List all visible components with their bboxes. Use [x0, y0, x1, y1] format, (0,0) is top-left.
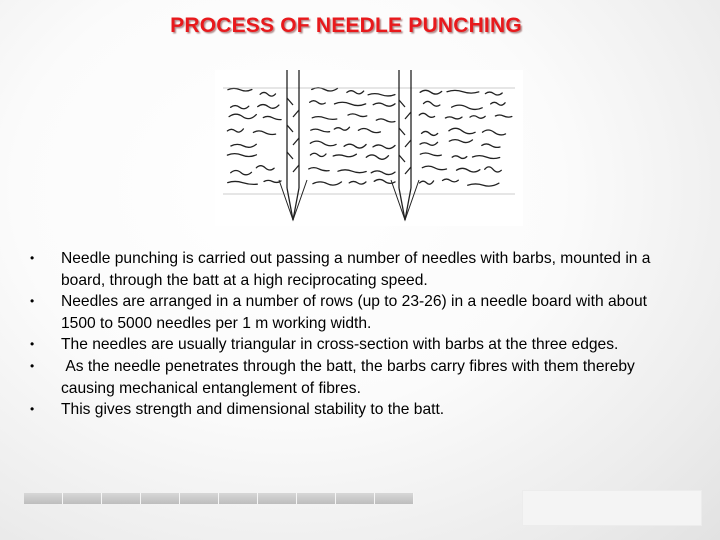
fibre-strand [485, 167, 502, 172]
footer-bar-segment [336, 493, 375, 504]
bullet-dot: • [30, 251, 35, 265]
fibre-strand [420, 142, 438, 145]
needle-punching-diagram [215, 70, 523, 226]
fibre-strand [371, 171, 395, 175]
fibre-strand [457, 168, 480, 172]
fibre-strand [491, 102, 505, 105]
fibre-strand [229, 114, 256, 118]
fibre-batt [227, 88, 511, 186]
fibre-strand [309, 168, 329, 171]
bullet-text: Needle punching is carried out passing a number of needles with barbs, mounted in a board, through the batt at a high reciprocating speed. [61, 250, 651, 289]
fibre-strand [258, 105, 279, 109]
needle-left [279, 70, 307, 220]
fibre-strand [228, 88, 252, 91]
fibre-strand [468, 183, 499, 186]
footer-bar-segment [141, 493, 180, 504]
footer-bar-segment [219, 493, 258, 504]
fibre-strand [338, 170, 366, 173]
fibre-strand [335, 102, 366, 105]
fibre-strand [310, 141, 336, 146]
fibre-strand [312, 117, 337, 120]
fibre-strand [348, 114, 367, 117]
fibre-strand [422, 131, 438, 135]
footer-decorative-bar [24, 493, 414, 504]
footer-bar-segment [297, 493, 336, 504]
bullet-dot: • [30, 402, 35, 417]
fibre-strand [452, 105, 483, 109]
bullet-item [30, 399, 682, 421]
fibre-strand [452, 156, 467, 159]
fibre-strand [445, 117, 462, 119]
footer-corner-box [522, 490, 702, 526]
fibre-strand [347, 91, 364, 94]
slide-title: PROCESS OF NEEDLE PUNCHING [170, 14, 522, 37]
footer-bar-segment [24, 493, 63, 504]
bullet-item [30, 334, 682, 356]
fibre-strand [420, 153, 441, 156]
fibre-strand [311, 129, 330, 132]
fibre-strand [228, 181, 258, 184]
fibre-strand [485, 92, 502, 95]
fibre-strand [420, 90, 442, 94]
fibre-strand [449, 140, 472, 143]
fibre-strand [483, 130, 506, 135]
fibre-strand [420, 181, 434, 184]
bullet-text: Needles are arranged in a number of rows (up to 23-26) in a needle board with about 1500 to 5000 needles per 1 m working width. [61, 293, 647, 332]
fibre-strand [264, 180, 281, 182]
fibre-strand [313, 182, 342, 185]
fibre-strand [344, 144, 366, 148]
footer-bar-segment [180, 493, 219, 504]
fibre-strand [231, 171, 252, 175]
bullet-item [30, 248, 682, 291]
fibre-strand [473, 156, 500, 159]
fibre-strand [231, 144, 256, 147]
bullet-dot: • [30, 337, 35, 352]
fibre-strand [368, 94, 395, 96]
fibre-strand [227, 129, 243, 132]
fibre-strand [310, 153, 326, 156]
bullet-dot: • [30, 294, 35, 309]
footer-bar-segment [102, 493, 141, 504]
bullet-dot: • [30, 358, 35, 373]
fibre-strand [253, 131, 275, 135]
footer-bar-segment [375, 493, 414, 504]
fibre-strand [260, 92, 275, 96]
fibre-strand [358, 129, 380, 133]
fibre-strand [422, 166, 446, 170]
bullet-text: This gives strength and dimensional stability to the batt. [61, 401, 445, 419]
fibre-strand [227, 154, 256, 157]
fibre-strand [376, 119, 395, 122]
bullet-list [30, 248, 682, 421]
fibre-strand [470, 116, 485, 119]
bullet-item [30, 356, 682, 399]
fibre-strand [443, 179, 459, 182]
bullet-text: The needles are usually triangular in cross-section with barbs at the three edges. [61, 336, 619, 354]
fibre-strand [334, 127, 349, 130]
fibre-strand [256, 166, 274, 170]
fibre-strand [263, 116, 281, 119]
fibre-strand [366, 155, 388, 159]
fibre-strand [373, 103, 395, 106]
fibre-strand [333, 154, 356, 157]
footer-bar-segment [258, 493, 297, 504]
fibre-strand [373, 145, 395, 149]
fibre-strand [310, 101, 326, 104]
fibre-strand [231, 106, 249, 109]
bullet-item [30, 291, 682, 334]
fibre-strand [482, 144, 500, 147]
fibre-strand [349, 181, 366, 184]
fibre-strand [449, 128, 475, 133]
fibre-strand [424, 101, 440, 106]
fibre-strand [495, 115, 511, 117]
fibre-strand [419, 113, 434, 117]
bullet-text: As the needle penetrates through the batt, the barbs carry fibres with them thereby causing mechanical entanglement of fibres. [61, 357, 640, 397]
footer-bar-segment [63, 493, 102, 504]
fibre-strand [447, 90, 479, 93]
